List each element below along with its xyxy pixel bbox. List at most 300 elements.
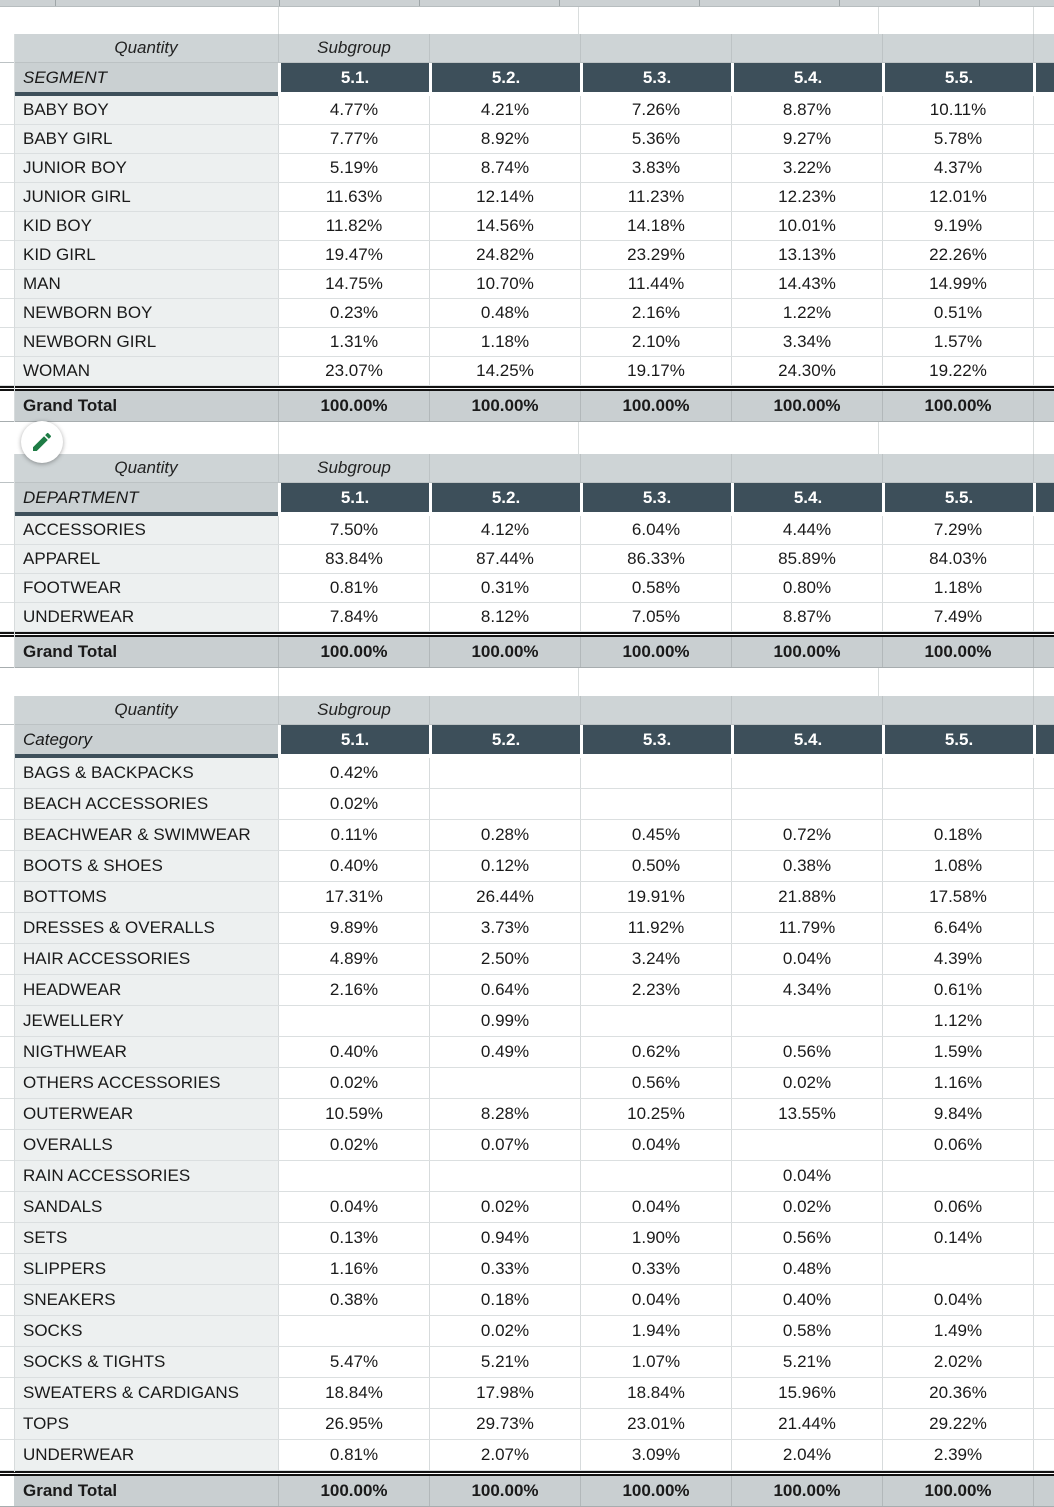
grand-total-value[interactable]: 100.00%: [731, 1476, 882, 1506]
table-row: [0, 913, 1054, 944]
value-cell[interactable]: 29.22%: [882, 1409, 1033, 1439]
value-cell[interactable]: 83.84%: [278, 545, 429, 573]
value-cell[interactable]: 5.21%: [429, 1347, 580, 1377]
value-cell[interactable]: 2.16%: [278, 975, 429, 1005]
value-cell[interactable]: 23.01%: [580, 1409, 731, 1439]
row-label[interactable]: DRESSES & OVERALLS: [14, 913, 278, 943]
value-cell[interactable]: 0.38%: [278, 1285, 429, 1315]
value-cell[interactable]: [278, 1006, 429, 1036]
value-cell[interactable]: 19.47%: [278, 241, 429, 269]
value-cell[interactable]: 1.18%: [429, 328, 580, 356]
value-cell[interactable]: 0.62%: [580, 1037, 731, 1067]
row-label[interactable]: WOMAN: [14, 357, 278, 385]
row-label[interactable]: JUNIOR BOY: [14, 154, 278, 182]
row-label[interactable]: SOCKS: [14, 1316, 278, 1346]
value-cell[interactable]: 17.31%: [278, 882, 429, 912]
value-cell[interactable]: 7.26%: [580, 96, 731, 124]
column-header-4[interactable]: 5.4.: [731, 725, 882, 758]
value-cell[interactable]: 0.02%: [731, 1068, 882, 1098]
value-cell[interactable]: 1.16%: [278, 1254, 429, 1284]
value-cell[interactable]: 4.21%: [429, 96, 580, 124]
value-cell[interactable]: 0.02%: [278, 1130, 429, 1160]
value-cell[interactable]: 4.12%: [429, 516, 580, 544]
value-cell[interactable]: 11.79%: [731, 913, 882, 943]
value-cell[interactable]: 8.87%: [731, 96, 882, 124]
value-cell[interactable]: 5.36%: [580, 125, 731, 153]
row-label[interactable]: MAN: [14, 270, 278, 298]
cell-subgroup-label[interactable]: Subgroup: [278, 34, 429, 62]
grand-total-value[interactable]: 100.00%: [580, 391, 731, 421]
empty-header-cell[interactable]: [580, 696, 731, 724]
grand-total-value[interactable]: 100.00%: [429, 391, 580, 421]
row-label[interactable]: HEADWEAR: [14, 975, 278, 1005]
value-cell[interactable]: 0.81%: [278, 1440, 429, 1470]
row-label[interactable]: RAIN ACCESSORIES: [14, 1161, 278, 1191]
grand-total-value[interactable]: 100.00%: [580, 637, 731, 667]
value-cell[interactable]: 21.44%: [731, 1409, 882, 1439]
row-label[interactable]: SNEAKERS: [14, 1285, 278, 1315]
value-cell[interactable]: [580, 1161, 731, 1191]
value-cell[interactable]: [731, 1130, 882, 1160]
value-cell[interactable]: 14.43%: [731, 270, 882, 298]
grand-total-value[interactable]: 100.00%: [731, 637, 882, 667]
value-cell[interactable]: 6.64%: [882, 913, 1033, 943]
value-cell[interactable]: 8.92%: [429, 125, 580, 153]
row-label[interactable]: SOCKS & TIGHTS: [14, 1347, 278, 1377]
pivot-table-department: [0, 454, 1054, 668]
value-cell[interactable]: [882, 789, 1033, 819]
partial-value-cell: [1033, 545, 1054, 573]
value-cell[interactable]: 1.59%: [882, 1037, 1033, 1067]
value-cell[interactable]: 2.39%: [882, 1440, 1033, 1470]
grand-total-value[interactable]: 100.00%: [882, 1476, 1033, 1506]
cell-quantity-label[interactable]: Quantity: [14, 34, 278, 62]
value-cell[interactable]: 0.04%: [731, 944, 882, 974]
grand-total-value[interactable]: 100.00%: [580, 1476, 731, 1506]
value-cell[interactable]: [278, 1316, 429, 1346]
value-cell[interactable]: 13.13%: [731, 241, 882, 269]
value-cell[interactable]: 0.40%: [278, 851, 429, 881]
value-cell[interactable]: 0.38%: [731, 851, 882, 881]
grand-total-value[interactable]: 100.00%: [429, 637, 580, 667]
value-cell[interactable]: 5.78%: [882, 125, 1033, 153]
value-cell[interactable]: 0.04%: [580, 1130, 731, 1160]
value-cell[interactable]: 0.42%: [278, 758, 429, 788]
value-cell[interactable]: 0.18%: [882, 820, 1033, 850]
empty-header-cell[interactable]: [580, 454, 731, 482]
value-cell[interactable]: 0.07%: [429, 1130, 580, 1160]
value-cell[interactable]: 8.12%: [429, 603, 580, 631]
column-header-4[interactable]: 5.4.: [731, 63, 882, 96]
value-cell[interactable]: 2.10%: [580, 328, 731, 356]
value-cell[interactable]: 10.25%: [580, 1099, 731, 1129]
column-header-2[interactable]: 5.2.: [429, 725, 580, 758]
value-cell[interactable]: 4.44%: [731, 516, 882, 544]
value-cell[interactable]: 3.34%: [731, 328, 882, 356]
value-cell[interactable]: 14.75%: [278, 270, 429, 298]
value-cell[interactable]: 0.31%: [429, 574, 580, 602]
value-cell[interactable]: 0.02%: [278, 1068, 429, 1098]
value-cell[interactable]: 17.98%: [429, 1378, 580, 1408]
row-label[interactable]: BAGS & BACKPACKS: [14, 758, 278, 788]
row-label[interactable]: KID GIRL: [14, 241, 278, 269]
value-cell[interactable]: 10.11%: [882, 96, 1033, 124]
value-cell[interactable]: 3.83%: [580, 154, 731, 182]
value-cell[interactable]: 0.13%: [278, 1223, 429, 1253]
value-cell[interactable]: 85.89%: [731, 545, 882, 573]
row-label[interactable]: SWEATERS & CARDIGANS: [14, 1378, 278, 1408]
empty-header-cell[interactable]: [429, 454, 580, 482]
table-row: [0, 1254, 1054, 1285]
value-cell[interactable]: 7.05%: [580, 603, 731, 631]
row-label[interactable]: UNDERWEAR: [14, 603, 278, 631]
partial-value-cell: [1033, 357, 1054, 385]
value-cell[interactable]: 0.02%: [429, 1192, 580, 1222]
partial-value-cell: [1033, 1192, 1054, 1222]
grand-total-value[interactable]: 100.00%: [882, 637, 1033, 667]
value-cell[interactable]: 84.03%: [882, 545, 1033, 573]
value-cell[interactable]: 18.84%: [580, 1378, 731, 1408]
value-cell[interactable]: 0.51%: [882, 299, 1033, 327]
value-cell[interactable]: 9.19%: [882, 212, 1033, 240]
value-cell[interactable]: 22.26%: [882, 241, 1033, 269]
value-cell[interactable]: 0.04%: [580, 1192, 731, 1222]
value-cell[interactable]: 0.12%: [429, 851, 580, 881]
value-cell[interactable]: 1.94%: [580, 1316, 731, 1346]
row-label[interactable]: OVERALLS: [14, 1130, 278, 1160]
row-label[interactable]: SANDALS: [14, 1192, 278, 1222]
value-cell[interactable]: 0.81%: [278, 574, 429, 602]
column-header-3[interactable]: 5.3.: [580, 725, 731, 758]
value-cell[interactable]: 0.06%: [882, 1192, 1033, 1222]
row-label[interactable]: APPAREL: [14, 545, 278, 573]
value-cell[interactable]: 86.33%: [580, 545, 731, 573]
value-cell[interactable]: 14.99%: [882, 270, 1033, 298]
value-cell[interactable]: 0.49%: [429, 1037, 580, 1067]
grand-total-value[interactable]: 100.00%: [429, 1476, 580, 1506]
value-cell[interactable]: 19.91%: [580, 882, 731, 912]
empty-header-cell[interactable]: [882, 34, 1033, 62]
value-cell[interactable]: 0.99%: [429, 1006, 580, 1036]
empty-header-cell[interactable]: [882, 454, 1033, 482]
row-dimension-label[interactable]: SEGMENT: [14, 63, 278, 96]
row-label[interactable]: BEACH ACCESSORIES: [14, 789, 278, 819]
value-cell[interactable]: 0.56%: [731, 1223, 882, 1253]
value-cell[interactable]: 7.49%: [882, 603, 1033, 631]
row-label[interactable]: BEACHWEAR & SWIMWEAR: [14, 820, 278, 850]
value-cell[interactable]: 87.44%: [429, 545, 580, 573]
column-header-5[interactable]: 5.5.: [882, 725, 1033, 758]
value-cell[interactable]: 14.25%: [429, 357, 580, 385]
column-header-1[interactable]: 5.1.: [278, 483, 429, 516]
row-label[interactable]: FOOTWEAR: [14, 574, 278, 602]
value-cell[interactable]: 23.29%: [580, 241, 731, 269]
row-label[interactable]: NEWBORN GIRL: [14, 328, 278, 356]
gridline: [1033, 422, 1034, 454]
grand-total-label[interactable]: Grand Total: [14, 391, 278, 421]
gridline: [878, 668, 879, 696]
value-cell[interactable]: 0.48%: [731, 1254, 882, 1284]
value-cell[interactable]: 1.31%: [278, 328, 429, 356]
table-row: [0, 270, 1054, 299]
pivot-table-category: [0, 696, 1054, 1507]
value-cell[interactable]: 3.73%: [429, 913, 580, 943]
row-label[interactable]: SETS: [14, 1223, 278, 1253]
value-cell[interactable]: 0.72%: [731, 820, 882, 850]
value-cell[interactable]: 4.37%: [882, 154, 1033, 182]
value-cell[interactable]: 2.23%: [580, 975, 731, 1005]
value-cell[interactable]: 2.04%: [731, 1440, 882, 1470]
cell-subgroup-label[interactable]: Subgroup: [278, 454, 429, 482]
value-cell[interactable]: 14.56%: [429, 212, 580, 240]
value-cell[interactable]: 0.18%: [429, 1285, 580, 1315]
table-row: [0, 1130, 1054, 1161]
partial-value-cell: [1033, 1378, 1054, 1408]
value-cell[interactable]: 2.50%: [429, 944, 580, 974]
value-cell[interactable]: 1.49%: [882, 1316, 1033, 1346]
value-cell[interactable]: 21.88%: [731, 882, 882, 912]
value-cell[interactable]: 0.56%: [580, 1068, 731, 1098]
gridline: [578, 7, 579, 34]
value-cell[interactable]: [580, 1006, 731, 1036]
column-header-1[interactable]: 5.1.: [278, 63, 429, 96]
value-cell[interactable]: 5.19%: [278, 154, 429, 182]
gridline: [1033, 668, 1034, 696]
row-label[interactable]: OTHERS ACCESSORIES: [14, 1068, 278, 1098]
value-cell[interactable]: 9.27%: [731, 125, 882, 153]
value-cell[interactable]: 5.47%: [278, 1347, 429, 1377]
value-cell[interactable]: 10.70%: [429, 270, 580, 298]
value-cell[interactable]: 0.58%: [580, 574, 731, 602]
partial-value-cell: [1033, 1130, 1054, 1160]
value-cell[interactable]: 24.82%: [429, 241, 580, 269]
value-cell[interactable]: [429, 1068, 580, 1098]
column-header-5[interactable]: 5.5.: [882, 63, 1033, 96]
value-cell[interactable]: 12.14%: [429, 183, 580, 211]
cell-quantity-label[interactable]: Quantity: [14, 454, 278, 482]
value-cell[interactable]: [882, 758, 1033, 788]
value-cell[interactable]: 3.09%: [580, 1440, 731, 1470]
value-cell[interactable]: 1.07%: [580, 1347, 731, 1377]
value-cell[interactable]: 19.17%: [580, 357, 731, 385]
value-cell[interactable]: 0.50%: [580, 851, 731, 881]
column-header-2[interactable]: 5.2.: [429, 63, 580, 96]
row-dimension-label[interactable]: Category: [14, 725, 278, 758]
value-cell[interactable]: 0.40%: [278, 1037, 429, 1067]
value-cell[interactable]: 7.77%: [278, 125, 429, 153]
value-cell[interactable]: 2.02%: [882, 1347, 1033, 1377]
value-cell[interactable]: [882, 1254, 1033, 1284]
column-header-3[interactable]: 5.3.: [580, 483, 731, 516]
row-label[interactable]: JUNIOR GIRL: [14, 183, 278, 211]
value-cell[interactable]: 1.90%: [580, 1223, 731, 1253]
cell-subgroup-label[interactable]: Subgroup: [278, 696, 429, 724]
value-cell[interactable]: 0.11%: [278, 820, 429, 850]
row-label[interactable]: UNDERWEAR: [14, 1440, 278, 1470]
value-cell[interactable]: 0.94%: [429, 1223, 580, 1253]
grand-total-label[interactable]: Grand Total: [14, 637, 278, 667]
value-cell[interactable]: [278, 1161, 429, 1191]
value-cell[interactable]: 0.02%: [731, 1192, 882, 1222]
row-label[interactable]: NEWBORN BOY: [14, 299, 278, 327]
partial-value-cell: [1033, 241, 1054, 269]
empty-header-cell[interactable]: [429, 34, 580, 62]
value-cell[interactable]: 0.40%: [731, 1285, 882, 1315]
value-cell[interactable]: 4.89%: [278, 944, 429, 974]
row-label[interactable]: BABY BOY: [14, 96, 278, 124]
grand-total-value[interactable]: 100.00%: [278, 637, 429, 667]
value-cell[interactable]: 0.48%: [429, 299, 580, 327]
value-cell[interactable]: 5.21%: [731, 1347, 882, 1377]
value-cell[interactable]: 0.56%: [731, 1037, 882, 1067]
value-cell[interactable]: 1.08%: [882, 851, 1033, 881]
row-label[interactable]: JEWELLERY: [14, 1006, 278, 1036]
value-cell[interactable]: 8.28%: [429, 1099, 580, 1129]
value-cell[interactable]: 0.28%: [429, 820, 580, 850]
empty-header-cell[interactable]: [580, 34, 731, 62]
empty-header-cell[interactable]: [731, 454, 882, 482]
empty-header-cell[interactable]: [882, 696, 1033, 724]
value-cell[interactable]: [882, 1161, 1033, 1191]
cell-quantity-label[interactable]: Quantity: [14, 696, 278, 724]
partial-total-cell: [1033, 637, 1054, 667]
value-cell[interactable]: 13.55%: [731, 1099, 882, 1129]
value-cell[interactable]: 19.22%: [882, 357, 1033, 385]
value-cell[interactable]: 0.45%: [580, 820, 731, 850]
value-cell[interactable]: [731, 1006, 882, 1036]
value-cell[interactable]: 0.64%: [429, 975, 580, 1005]
value-cell[interactable]: 0.80%: [731, 574, 882, 602]
value-cell[interactable]: 17.58%: [882, 882, 1033, 912]
value-cell[interactable]: 0.14%: [882, 1223, 1033, 1253]
value-cell[interactable]: 15.96%: [731, 1378, 882, 1408]
value-cell[interactable]: 29.73%: [429, 1409, 580, 1439]
value-cell[interactable]: 8.87%: [731, 603, 882, 631]
value-cell[interactable]: 0.58%: [731, 1316, 882, 1346]
edit-pencil-button[interactable]: [21, 421, 63, 463]
value-cell[interactable]: 23.07%: [278, 357, 429, 385]
value-cell[interactable]: [580, 789, 731, 819]
value-cell[interactable]: 20.36%: [882, 1378, 1033, 1408]
column-header-1[interactable]: 5.1.: [278, 725, 429, 758]
empty-header-cell[interactable]: [731, 696, 882, 724]
value-cell[interactable]: [580, 758, 731, 788]
row-label[interactable]: KID BOY: [14, 212, 278, 240]
value-cell[interactable]: 1.57%: [882, 328, 1033, 356]
value-cell[interactable]: [429, 1161, 580, 1191]
value-cell[interactable]: 9.89%: [278, 913, 429, 943]
value-cell[interactable]: 0.04%: [580, 1285, 731, 1315]
value-cell[interactable]: 2.16%: [580, 299, 731, 327]
row-label[interactable]: BABY GIRL: [14, 125, 278, 153]
value-cell[interactable]: [731, 758, 882, 788]
row-label[interactable]: OUTERWEAR: [14, 1099, 278, 1129]
row-label[interactable]: HAIR ACCESSORIES: [14, 944, 278, 974]
dimension-row: [0, 63, 1054, 96]
grand-total-label[interactable]: Grand Total: [14, 1476, 278, 1506]
value-cell[interactable]: 26.44%: [429, 882, 580, 912]
value-cell[interactable]: [731, 789, 882, 819]
value-cell[interactable]: 2.07%: [429, 1440, 580, 1470]
empty-header-cell[interactable]: [429, 696, 580, 724]
column-header-2[interactable]: 5.2.: [429, 483, 580, 516]
value-cell[interactable]: 10.01%: [731, 212, 882, 240]
value-cell[interactable]: 4.39%: [882, 944, 1033, 974]
value-cell[interactable]: 12.01%: [882, 183, 1033, 211]
table-row: [0, 125, 1054, 154]
value-cell[interactable]: 1.18%: [882, 574, 1033, 602]
row-label[interactable]: TOPS: [14, 1409, 278, 1439]
value-cell[interactable]: 0.33%: [429, 1254, 580, 1284]
value-cell[interactable]: 18.84%: [278, 1378, 429, 1408]
partial-value-cell: [1033, 913, 1054, 943]
value-cell[interactable]: 11.92%: [580, 913, 731, 943]
value-cell[interactable]: 0.02%: [278, 789, 429, 819]
value-cell[interactable]: 4.77%: [278, 96, 429, 124]
partial-value-cell: [1033, 944, 1054, 974]
value-cell[interactable]: 26.95%: [278, 1409, 429, 1439]
value-cell[interactable]: 10.59%: [278, 1099, 429, 1129]
value-cell[interactable]: 8.74%: [429, 154, 580, 182]
value-cell[interactable]: 24.30%: [731, 357, 882, 385]
value-cell[interactable]: 14.18%: [580, 212, 731, 240]
value-cell[interactable]: 0.23%: [278, 299, 429, 327]
value-cell[interactable]: 4.34%: [731, 975, 882, 1005]
table-row: [0, 1285, 1054, 1316]
value-cell[interactable]: 0.33%: [580, 1254, 731, 1284]
value-cell[interactable]: 0.06%: [882, 1130, 1033, 1160]
empty-header-cell[interactable]: [731, 34, 882, 62]
value-cell[interactable]: 12.23%: [731, 183, 882, 211]
value-cell[interactable]: 0.61%: [882, 975, 1033, 1005]
value-cell[interactable]: 1.12%: [882, 1006, 1033, 1036]
grand-total-value[interactable]: 100.00%: [278, 1476, 429, 1506]
value-cell[interactable]: 7.29%: [882, 516, 1033, 544]
value-cell[interactable]: 1.22%: [731, 299, 882, 327]
value-cell[interactable]: 3.22%: [731, 154, 882, 182]
row-label[interactable]: NIGTHWEAR: [14, 1037, 278, 1067]
value-cell[interactable]: 11.63%: [278, 183, 429, 211]
row-label[interactable]: ACCESSORIES: [14, 516, 278, 544]
value-cell[interactable]: [429, 789, 580, 819]
value-cell[interactable]: 1.16%: [882, 1068, 1033, 1098]
value-cell[interactable]: 11.23%: [580, 183, 731, 211]
value-cell[interactable]: 0.02%: [429, 1316, 580, 1346]
row-label[interactable]: SLIPPERS: [14, 1254, 278, 1284]
column-header-5[interactable]: 5.5.: [882, 483, 1033, 516]
value-cell[interactable]: 0.04%: [731, 1161, 882, 1191]
grand-total-value[interactable]: 100.00%: [882, 391, 1033, 421]
column-header-4[interactable]: 5.4.: [731, 483, 882, 516]
value-cell[interactable]: 6.04%: [580, 516, 731, 544]
value-cell[interactable]: 11.44%: [580, 270, 731, 298]
grand-total-value[interactable]: 100.00%: [731, 391, 882, 421]
row-label[interactable]: BOTTOMS: [14, 882, 278, 912]
value-cell[interactable]: 9.84%: [882, 1099, 1033, 1129]
value-cell[interactable]: 11.82%: [278, 212, 429, 240]
value-cell[interactable]: [429, 758, 580, 788]
row-label[interactable]: BOOTS & SHOES: [14, 851, 278, 881]
value-cell[interactable]: 0.04%: [882, 1285, 1033, 1315]
row-dimension-label[interactable]: DEPARTMENT: [14, 483, 278, 516]
value-cell[interactable]: 3.24%: [580, 944, 731, 974]
grand-total-value[interactable]: 100.00%: [278, 391, 429, 421]
column-header-3[interactable]: 5.3.: [580, 63, 731, 96]
value-cell[interactable]: 7.84%: [278, 603, 429, 631]
value-cell[interactable]: 0.04%: [278, 1192, 429, 1222]
value-cell[interactable]: 7.50%: [278, 516, 429, 544]
partial-row-top: [0, 0, 1054, 7]
